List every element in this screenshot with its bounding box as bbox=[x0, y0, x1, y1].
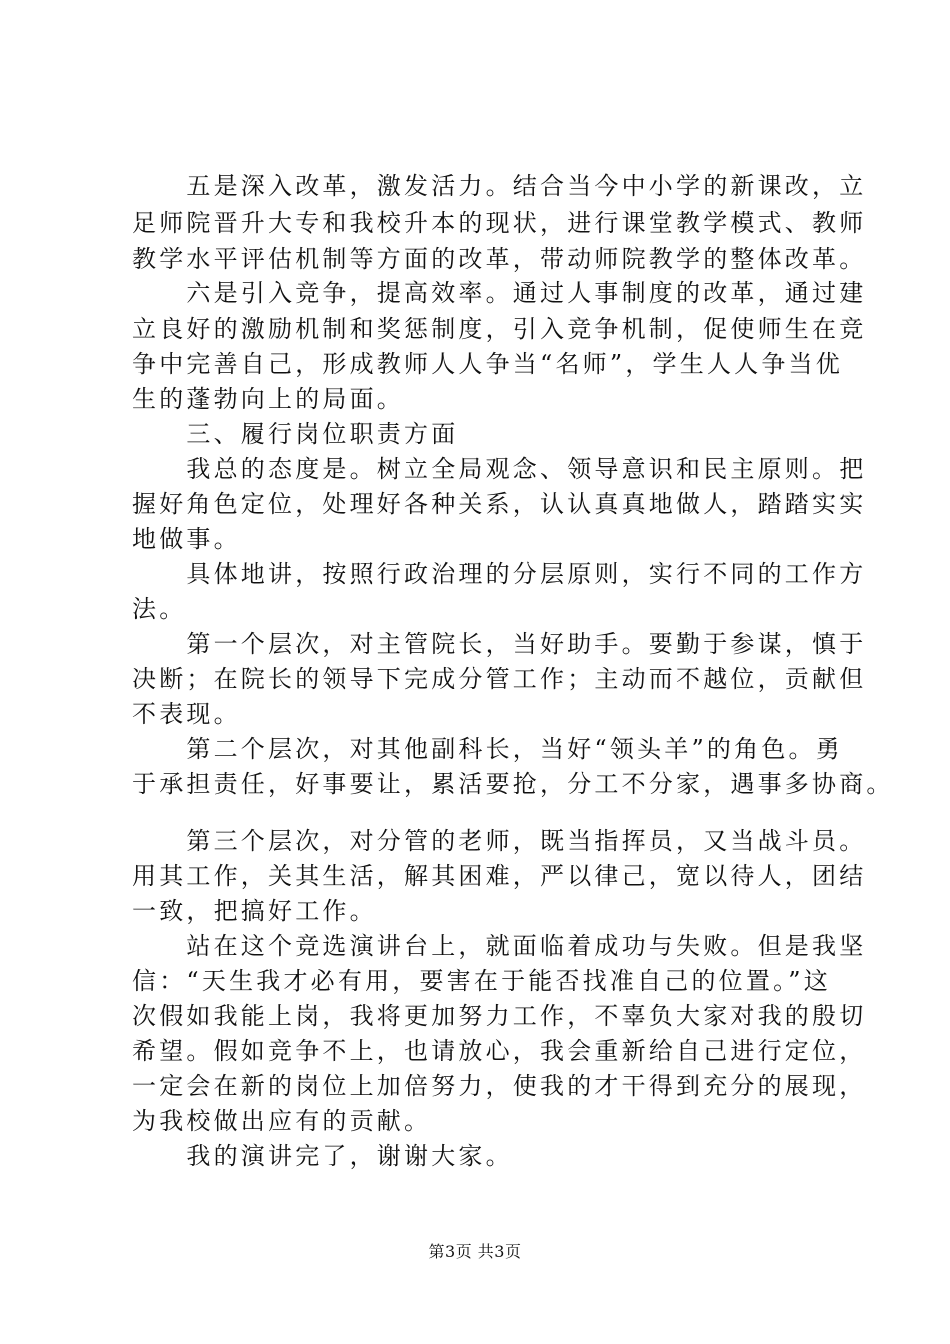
text-line: 地做事。 bbox=[132, 525, 241, 553]
section-heading: 三、履行岗位职责方面 bbox=[132, 420, 459, 448]
page-number-footer: 第3页 共3页 bbox=[428, 1242, 522, 1261]
text-line: 一定会在新的岗位上加倍努力，使我的才干得到充分的展现， bbox=[132, 1072, 867, 1100]
text-line: 信：“天生我才必有用，要害在于能否找准自己的位置。”这 bbox=[132, 967, 831, 995]
text-line: 具体地讲，按照行政治理的分层原则，实行不同的工作方 bbox=[132, 560, 867, 588]
text-line: 于承担责任，好事要让，累活要抢，分工不分家，遇事多协商。 bbox=[132, 770, 894, 798]
text-line: 六是引入竞争，提高效率。通过人事制度的改革，通过建 bbox=[132, 279, 867, 307]
text-line: 一致，把搞好工作。 bbox=[132, 897, 377, 925]
text-line: 生的蓬勃向上的局面。 bbox=[132, 385, 404, 413]
text-line: 第三个层次，对分管的老师，既当指挥员，又当战斗员。 bbox=[132, 827, 867, 855]
text-line: 足师院晋升大专和我校升本的现状，进行课堂教学模式、教师 bbox=[132, 209, 867, 237]
text-line: 我总的态度是。树立全局观念、领导意识和民主原则。把 bbox=[132, 455, 867, 483]
text-line: 希望。假如竞争不上，也请放心，我会重新给自己进行定位， bbox=[132, 1037, 867, 1065]
text-line: 第二个层次，对其他副科长，当好“领头羊”的角色。勇 bbox=[132, 735, 843, 763]
text-line: 法。 bbox=[132, 595, 187, 623]
text-line: 五是深入改革，激发活力。结合当今中小学的新课改，立 bbox=[132, 172, 867, 200]
text-line: 第一个层次，对主管院长，当好助手。要勤于参谋，慎于 bbox=[132, 630, 867, 658]
text-line: 争中完善自己，形成教师人人争当“名师”，学生人人争当优 bbox=[132, 350, 843, 378]
text-line: 决断；在院长的领导下完成分管工作；主动而不越位，贡献但 bbox=[132, 665, 867, 693]
text-line: 站在这个竞选演讲台上，就面临着成功与失败。但是我坚 bbox=[132, 932, 867, 960]
text-line: 教学水平评估机制等方面的改革，带动师院教学的整体改革。 bbox=[132, 245, 867, 273]
text-line: 立良好的激励机制和奖惩制度，引入竞争机制，促使师生在竞 bbox=[132, 315, 867, 343]
text-line: 用其工作，关其生活，解其困难，严以律己，宽以待人，团结 bbox=[132, 862, 867, 890]
text-line: 次假如我能上岗，我将更加努力工作，不辜负大家对我的殷切 bbox=[132, 1002, 867, 1030]
text-line: 为我校做出应有的贡献。 bbox=[132, 1107, 432, 1135]
text-line: 我的演讲完了，谢谢大家。 bbox=[132, 1142, 513, 1170]
text-line: 不表现。 bbox=[132, 700, 241, 728]
text-line: 握好角色定位，处理好各种关系，认认真真地做人，踏踏实实 bbox=[132, 490, 867, 518]
